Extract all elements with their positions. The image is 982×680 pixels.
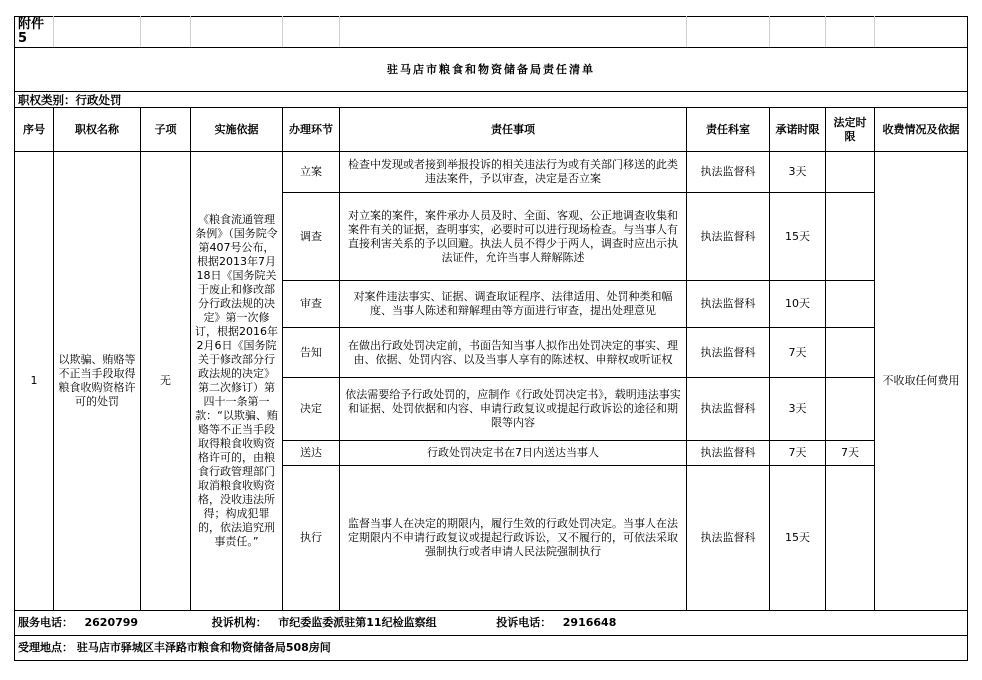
step-matter: 对案件违法事实、证据、调查取证程序、法律适用、处罚种类和幅度、当事人陈述和辩解理由等方面进行审查，提出处理意见: [340, 281, 687, 328]
header-dept: 责任科室: [687, 108, 770, 152]
step-name: 审查: [283, 281, 340, 328]
step-legal: [826, 152, 875, 193]
row-basis: 《粮食流通管理条例》（国务院令第407号公布，根据2013年7月18日《国务院关于废止和修改部分行政法规的决定》第一次修订，根据2016年2月6日《国务院关于修改部分行政法规的决定》第二次修订）第四十一条第一款：“以欺骗、贿赂等不正当手段取得粮食收购资格许可的，由粮食行政管理部门取消粮食收购资格，没收违法所得；构成犯罪的，依法追究刑事责任。”: [191, 152, 283, 611]
step-name: 告知: [283, 328, 340, 378]
step-name: 决定: [283, 378, 340, 441]
step-promise: 10天: [770, 281, 826, 328]
category-label: 职权类别：行政处罚: [15, 92, 968, 108]
step-dept: 执法监督科: [687, 441, 770, 466]
complaint-org-label: 投诉机构：: [211, 616, 267, 629]
row-power-name: 以欺骗、贿赂等不正当手段取得粮食收购资格许可的处罚: [54, 152, 141, 611]
step-legal: [826, 193, 875, 281]
step-name: 调查: [283, 193, 340, 281]
step-dept: 执法监督科: [687, 328, 770, 378]
step-legal: 7天: [826, 441, 875, 466]
step-matter: 检查中发现或者接到举报投诉的相关违法行为或有关部门移送的此类违法案件，予以审查，决定是否立案: [340, 152, 687, 193]
address-label: 受理地点：: [18, 641, 73, 654]
step-name: 执行: [283, 466, 340, 611]
header-promise: 承诺时限: [770, 108, 826, 152]
step-dept: 执法监督科: [687, 466, 770, 611]
step-promise: 7天: [770, 328, 826, 378]
step-dept: 执法监督科: [687, 193, 770, 281]
step-promise: 7天: [770, 441, 826, 466]
footer-contact-row: [15, 611, 968, 636]
step-promise: 3天: [770, 152, 826, 193]
step-name: 立案: [283, 152, 340, 193]
address-line: [15, 636, 968, 661]
step-promise: 15天: [770, 466, 826, 611]
header-step: 办理环节: [283, 108, 340, 152]
step-promise: 15天: [770, 193, 826, 281]
header-fee: 收费情况及依据: [875, 108, 968, 152]
step-name: 送达: [283, 441, 340, 466]
step-dept: 执法监督科: [687, 281, 770, 328]
table-header-row: [15, 108, 968, 152]
address: 驻马店市驿城区丰泽路市粮食和物资储备局508房间: [76, 641, 331, 654]
service-phone: 2620799: [84, 616, 139, 629]
complaint-phone-label: 投诉电话：: [496, 616, 552, 629]
step-dept: 执法监督科: [687, 378, 770, 441]
step-matter: 监督当事人在决定的期限内，履行生效的行政处罚决定。当事人在法定期限内不申请行政复议或提起行政诉讼，又不履行的，可依法采取强制执行或者申请人民法院强制执行: [340, 466, 687, 611]
step-matter: 在做出行政处罚决定前，书面告知当事人拟作出处罚决定的事实、理由、依据、处罚内容、以及当事人享有的陈述权、申辩权或听证权: [340, 328, 687, 378]
step-matter: 行政处罚决定书在7日内送达当事人: [340, 441, 687, 466]
header-name: 职权名称: [54, 108, 141, 152]
step-legal: [826, 466, 875, 611]
header-legal: 法定时限: [826, 108, 875, 152]
header-basis: 实施依据: [191, 108, 283, 152]
header-sub: 子项: [141, 108, 191, 152]
step-legal: [826, 281, 875, 328]
footer-address-row: [15, 636, 968, 661]
step-legal: [826, 378, 875, 441]
complaint-org: 市纪委监委派驻第11纪检监察组: [278, 616, 437, 629]
service-phone-label: 服务电话：: [18, 616, 73, 629]
responsibility-table: [14, 16, 968, 661]
contact-line: [15, 611, 968, 636]
step-promise: 3天: [770, 378, 826, 441]
row-fee: 不收取任何费用: [875, 152, 968, 611]
table-row: [15, 152, 968, 193]
header-seq: 序号: [15, 108, 54, 152]
header-matter: 责任事项: [340, 108, 687, 152]
step-dept: 执法监督科: [687, 152, 770, 193]
page-title: 驻马店市粮食和物资储备局责任清单: [15, 48, 968, 92]
row-sub-item: 无: [141, 152, 191, 611]
responsibility-list-sheet: [14, 16, 967, 664]
attachment-label: 附件5: [15, 17, 54, 48]
complaint-phone: 2916648: [562, 616, 617, 629]
step-legal: [826, 328, 875, 378]
step-matter: 对立案的案件，案件承办人员及时、全面、客观、公正地调查收集和案件有关的证据，查明事实，必要时可以进行现场检查。与当事人有直接利害关系的予以回避。执法人员不得少于两人，调查时应出示执法证件，允许当事人辩解陈述: [340, 193, 687, 281]
row-seq: 1: [15, 152, 54, 611]
step-matter: 依法需要给予行政处罚的，应制作《行政处罚决定书》，载明违法事实和证据、处罚依据和内容、申请行政复议或提起行政诉讼的途径和期限等内容: [340, 378, 687, 441]
